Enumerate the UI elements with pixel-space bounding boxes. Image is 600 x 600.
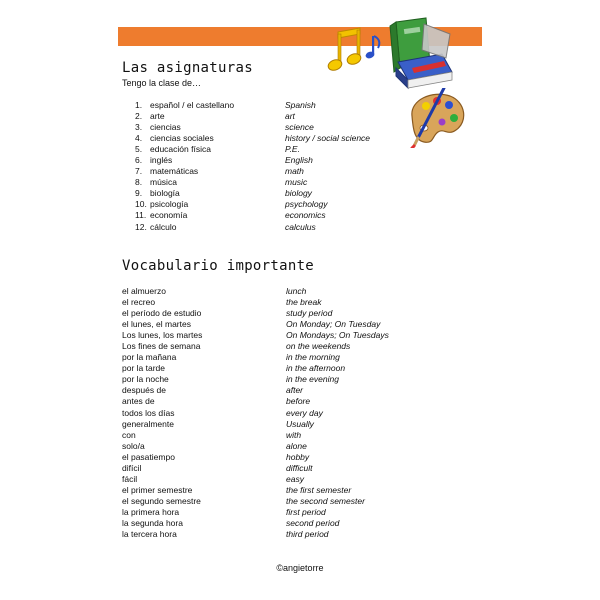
vocabulary-english: alone: [286, 440, 307, 451]
vocabulary-spanish: el período de estudio: [122, 308, 202, 319]
vocabulary-spanish: por la noche: [122, 374, 169, 385]
books-icon: [386, 14, 458, 92]
subject-english: science: [285, 122, 314, 133]
subject-english: math: [285, 166, 304, 177]
vocabulary-english: On Monday; On Tuesday: [286, 319, 381, 330]
vocabulary-spanish: por la mañana: [122, 352, 177, 363]
subject-english: Spanish: [285, 100, 316, 110]
vocabulary-english: On Mondays; On Tuesdays: [286, 330, 389, 341]
vocabulary-spanish: el segundo semestre: [122, 495, 201, 506]
subject-spanish: biología: [150, 188, 180, 199]
vocabulary-item: [122, 319, 442, 330]
vocabulary-item: [122, 396, 442, 407]
music-notes-icon: [326, 26, 386, 78]
vocabulary-english: study period: [286, 308, 333, 319]
subject-number: 9.: [135, 188, 143, 199]
subject-item: [135, 144, 435, 155]
vocabulary-list: [122, 286, 442, 540]
subject-english: economics: [285, 210, 326, 221]
vocabulary-spanish: generalmente: [122, 418, 174, 429]
vocabulary-english: the second semester: [286, 495, 365, 506]
subject-item: [135, 177, 435, 188]
subject-spanish: cálculo: [150, 221, 177, 232]
subject-english: calculus: [285, 221, 316, 232]
subject-number: 6.: [135, 155, 143, 166]
vocabulary-english: easy: [286, 473, 304, 484]
vocabulary-item: [122, 430, 442, 441]
vocabulary-spanish: por la tarde: [122, 363, 165, 374]
vocabulary-item: [122, 286, 442, 297]
vocabulary-item: [122, 507, 442, 518]
vocabulary-item: [122, 463, 442, 474]
vocabulary-spanish: solo/a: [122, 440, 145, 451]
subjects-list: [135, 100, 435, 233]
vocabulary-english: first period: [286, 506, 326, 517]
vocabulary-english: difficult: [286, 462, 313, 473]
subject-english: history / social science: [285, 133, 371, 144]
vocabulary-english: after: [286, 385, 304, 396]
vocabulary-spanish: el primer semestre: [122, 484, 193, 495]
subjects-title: Las asignaturas: [122, 60, 253, 76]
vocabulary-title: Vocabulario importante: [122, 258, 315, 274]
vocabulary-item: [122, 496, 442, 507]
vocabulary-spanish: antes de: [122, 396, 155, 407]
subject-spanish: psicología: [150, 199, 189, 210]
subject-number: 11.: [135, 210, 147, 221]
vocabulary-english: lunch: [286, 286, 307, 296]
vocabulary-item: [122, 474, 442, 485]
vocabulary-english: Usually: [286, 418, 314, 429]
vocabulary-english: third period: [286, 529, 329, 540]
subject-number: 12.: [135, 221, 147, 232]
subject-number: 10.: [135, 199, 147, 210]
vocabulary-item: [122, 518, 442, 529]
vocabulary-spanish: el lunes, el martes: [122, 319, 191, 330]
subject-english: P.E.: [285, 144, 300, 155]
subject-english: art: [285, 111, 295, 122]
vocabulary-item: [122, 452, 442, 463]
vocabulary-spanish: el almuerzo: [122, 286, 166, 296]
vocabulary-item: [122, 374, 442, 385]
subject-english: biology: [285, 188, 312, 199]
subject-spanish: ciencias: [150, 122, 181, 133]
subject-number: 2.: [135, 111, 143, 122]
vocabulary-spanish: todos los días: [122, 407, 175, 418]
vocabulary-item: [122, 330, 442, 341]
vocabulary-spanish: Los fines de semana: [122, 341, 201, 352]
vocabulary-spanish: Los lunes, los martes: [122, 330, 203, 341]
vocabulary-spanish: difícil: [122, 462, 142, 473]
vocabulary-item: [122, 352, 442, 363]
vocabulary-spanish: fácil: [122, 473, 138, 484]
subject-spanish: español / el castellano: [150, 100, 235, 110]
subject-item: [135, 155, 435, 166]
subject-number: 7.: [135, 166, 143, 177]
vocabulary-english: in the morning: [286, 352, 340, 363]
vocabulary-spanish: con: [122, 429, 136, 440]
subject-number: 3.: [135, 122, 143, 133]
subject-english: English: [285, 155, 313, 166]
vocabulary-english: in the afternoon: [286, 363, 346, 374]
subject-item: [135, 222, 435, 233]
vocabulary-english: in the evening: [286, 374, 339, 385]
vocabulary-item: [122, 485, 442, 496]
vocabulary-english: the first semester: [286, 484, 352, 495]
vocabulary-item: [122, 341, 442, 352]
subject-spanish: matemáticas: [150, 166, 199, 177]
vocabulary-item: [122, 385, 442, 396]
vocabulary-item: [122, 308, 442, 319]
vocabulary-spanish: la tercera hora: [122, 529, 177, 540]
vocabulary-english: hobby: [286, 451, 310, 462]
subject-item: [135, 210, 435, 221]
vocabulary-spanish: el pasatiempo: [122, 451, 175, 462]
subject-number: 8.: [135, 177, 143, 188]
vocabulary-spanish: después de: [122, 385, 166, 396]
subject-item: [135, 100, 435, 111]
subject-number: 5.: [135, 144, 143, 155]
subject-number: 4.: [135, 133, 143, 144]
subject-spanish: educación física: [150, 144, 211, 155]
vocabulary-english: before: [286, 396, 311, 407]
subject-item: [135, 199, 435, 210]
subject-spanish: economía: [150, 210, 188, 221]
vocabulary-item: [122, 441, 442, 452]
vocabulary-item: [122, 529, 442, 540]
subject-item: [135, 166, 435, 177]
vocabulary-spanish: el recreo: [122, 297, 156, 308]
subject-item: [135, 188, 435, 199]
vocabulary-spanish: la primera hora: [122, 506, 180, 517]
subject-spanish: música: [150, 177, 177, 188]
vocabulary-spanish: la segunda hora: [122, 517, 183, 528]
subject-spanish: arte: [150, 111, 165, 122]
subject-item: [135, 122, 435, 133]
vocabulary-item: [122, 408, 442, 419]
vocabulary-item: [122, 363, 442, 374]
subject-item: [135, 111, 435, 122]
subject-spanish: inglés: [150, 155, 173, 166]
subject-item: [135, 133, 435, 144]
vocabulary-item: [122, 419, 442, 430]
vocabulary-english: every day: [286, 407, 323, 418]
subjects-subtitle: Tengo la clase de…: [122, 78, 202, 88]
subject-number: 1.: [135, 100, 143, 110]
subject-spanish: ciencias sociales: [150, 133, 214, 144]
vocabulary-english: second period: [286, 517, 340, 528]
subject-english: psychology: [285, 199, 328, 210]
vocabulary-english: on the weekends: [286, 341, 351, 352]
copyright-notice: ©angietorre: [276, 563, 324, 573]
subject-english: music: [285, 177, 308, 188]
vocabulary-item: [122, 297, 442, 308]
vocabulary-english: with: [286, 429, 302, 440]
vocabulary-english: the break: [286, 297, 322, 308]
